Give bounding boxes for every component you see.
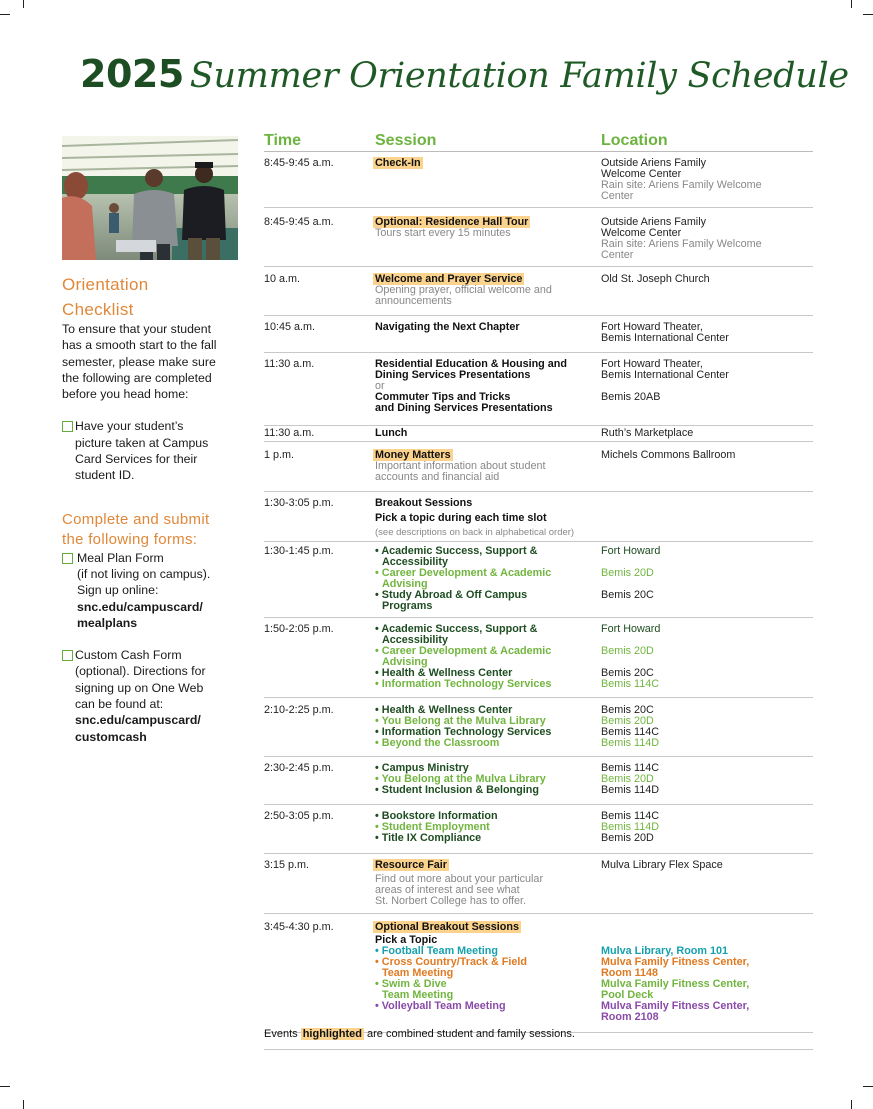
row-location	[601, 359, 813, 403]
row-location	[601, 158, 813, 202]
breakout-location: Room 2108	[601, 1011, 659, 1023]
breakout-item: • Student Inclusion & Belonging	[375, 784, 539, 796]
table-row	[264, 618, 813, 698]
breakout-location: Bemis 114C	[601, 726, 660, 738]
rain-site: Rain site: Ariens Family Welcome	[601, 238, 762, 250]
orientation-photo	[62, 136, 238, 260]
session-instruction: Pick a Topic	[375, 934, 438, 946]
breakout-item: • Academic Success, Support &	[375, 623, 538, 635]
checkbox-icon[interactable]	[62, 650, 73, 661]
title-year: 2025	[80, 52, 184, 96]
text-line: student ID.	[75, 468, 135, 483]
breakout-item: Team Meeting	[382, 967, 454, 979]
breakout-item: Accessibility	[382, 634, 449, 646]
crop-mark	[0, 1086, 10, 1087]
breakout-item: • You Belong at the Mulva Library	[375, 715, 546, 727]
session-title: Dining Services Presentations	[375, 369, 531, 381]
breakout-item: • Swim & Dive	[375, 978, 447, 990]
breakout-item: Programs	[382, 600, 433, 612]
footer-text: Events	[264, 1028, 298, 1040]
custom-cash-link[interactable]: customcash	[75, 729, 147, 744]
text-line: (optional). Directions for	[75, 664, 206, 679]
session-note: areas of interest and see what	[375, 884, 520, 896]
table-header	[264, 132, 813, 152]
text-line: can be found at:	[75, 697, 164, 712]
breakout-location: Bemis 20D	[601, 645, 654, 657]
breakout-location: Bemis 20C	[601, 667, 654, 679]
text-line: has a smooth start to the fall	[62, 338, 217, 353]
session-title-highlighted: Money Matters	[375, 449, 451, 461]
row-time: 11:30 a.m.	[264, 358, 315, 370]
row-location	[601, 763, 813, 796]
row-location	[601, 322, 813, 344]
table-row	[264, 267, 813, 316]
breakout-location: Mulva Family Fitness Center,	[601, 956, 750, 968]
row-location	[601, 705, 813, 749]
breakout-location: Bemis 20C	[601, 589, 654, 601]
breakout-location: Bemis 114C	[601, 810, 660, 822]
text-line: Sign up online:	[77, 583, 159, 598]
text-line: Welcome Center	[601, 227, 682, 239]
text-line: Bemis International Center	[601, 332, 729, 344]
table-row	[264, 426, 813, 442]
header-location: Location	[601, 132, 668, 149]
breakout-location: Bemis 114C	[601, 678, 660, 690]
breakout-item: Advising	[382, 578, 428, 590]
checklist-intro	[62, 321, 242, 402]
crop-mark	[863, 14, 873, 15]
sidebar	[62, 136, 242, 745]
schedule-table	[264, 132, 813, 1033]
footer-highlight: highlighted	[302, 1028, 362, 1040]
session-note: Find out more about your particular	[375, 873, 544, 885]
text-line: Fort Howard Theater,	[601, 358, 703, 370]
text-line: Card Services for their	[75, 452, 198, 467]
row-time: 10 a.m.	[264, 273, 301, 285]
text-line: Welcome Center	[601, 168, 682, 180]
text-line: semester, please make sure	[62, 354, 216, 369]
breakout-item: • Career Development & Academic	[375, 567, 552, 579]
forms-heading-line-2: the following forms:	[62, 530, 198, 548]
session-note: Important information about student	[375, 460, 546, 472]
breakout-item: • Academic Success, Support &	[375, 545, 538, 557]
breakout-location: Pool Deck	[601, 989, 654, 1001]
page-title	[80, 52, 849, 96]
text-line: Outside Ariens Family	[601, 157, 707, 169]
breakout-location: Bemis 20D	[601, 773, 654, 785]
breakout-item: • Title IX Compliance	[375, 832, 482, 844]
text-line: Custom Cash Form	[75, 648, 182, 663]
row-location: Mulva Library Flex Space	[601, 859, 723, 871]
breakout-location: Room 1148	[601, 967, 659, 979]
session-note: (see descriptions on back in alphabetical order)	[375, 527, 575, 538]
row-time: 2:10-2:25 p.m.	[264, 704, 334, 716]
checklist-item-meal-plan[interactable]	[62, 550, 242, 631]
session-title-highlighted: Resource Fair	[375, 859, 448, 871]
session-title: Lunch	[375, 427, 408, 439]
or-separator: or	[375, 380, 385, 392]
row-time: 8:45-9:45 a.m.	[264, 216, 334, 228]
crop-mark	[0, 14, 10, 15]
breakout-location: Bemis 114D	[601, 784, 660, 796]
row-location	[601, 811, 813, 844]
crop-mark	[23, 0, 24, 8]
breakout-location: Bemis 20C	[601, 704, 654, 716]
table-row	[264, 914, 813, 1033]
session-title: Breakout Sessions	[375, 497, 473, 509]
row-location	[601, 546, 813, 601]
breakout-location: Mulva Library, Room 101	[601, 945, 729, 957]
footer-text: are combined student and family sessions.	[367, 1028, 575, 1040]
breakout-location: Fort Howard	[601, 623, 661, 635]
session-note: Opening prayer, official welcome and	[375, 284, 552, 296]
breakout-location: Mulva Family Fitness Center,	[601, 1000, 750, 1012]
checkbox-icon[interactable]	[62, 421, 73, 432]
row-time: 2:30-2:45 p.m.	[264, 762, 334, 774]
row-location: Ruth’s Marketplace	[601, 427, 694, 439]
row-time: 1:50-2:05 p.m.	[264, 623, 334, 635]
footer-note	[264, 1028, 813, 1050]
breakout-location: Mulva Family Fitness Center,	[601, 978, 750, 990]
breakout-item: Team Meeting	[382, 989, 454, 1001]
crop-mark	[851, 1100, 852, 1109]
row-location: Old St. Joseph Church	[601, 273, 710, 285]
row-time: 11:30 a.m.	[264, 427, 315, 439]
header-session: Session	[375, 132, 437, 149]
rain-site: Center	[601, 249, 634, 261]
header-time: Time	[264, 132, 302, 149]
row-time: 8:45-9:45 a.m.	[264, 157, 334, 169]
table-row	[264, 542, 813, 618]
checklist-heading-line-1: Orientation	[62, 275, 149, 294]
session-instruction: Pick a topic during each time slot	[375, 512, 547, 524]
breakout-item: • You Belong at the Mulva Library	[375, 773, 546, 785]
row-time: 1 p.m.	[264, 449, 295, 461]
rain-site: Center	[601, 190, 634, 202]
session-note: accounts and financial aid	[375, 471, 500, 483]
row-time: 3:45-4:30 p.m.	[264, 921, 334, 933]
session-title-highlighted: Optional: Residence Hall Tour	[375, 216, 529, 228]
text-line: Bemis International Center	[601, 369, 729, 381]
session-note: announcements	[375, 295, 452, 307]
row-location	[601, 217, 813, 261]
checklist-item-photo[interactable]	[62, 418, 242, 483]
row-time: 3:15 p.m.	[264, 859, 310, 871]
breakout-item: • Cross Country/Track & Field	[375, 956, 527, 968]
text-line: Meal Plan Form	[77, 550, 164, 565]
text-line: (if not living on campus).	[77, 566, 211, 581]
breakout-item: • Campus Ministry	[375, 762, 469, 774]
breakout-item: Advising	[382, 656, 428, 668]
session-note: St. Norbert College has to offer.	[375, 895, 527, 907]
session-title: Commuter Tips and Tricks	[375, 391, 511, 403]
breakout-item: • Information Technology Services	[375, 726, 552, 738]
breakout-location: Fort Howard	[601, 545, 661, 557]
row-location	[601, 624, 813, 690]
crop-mark	[851, 0, 852, 8]
table-row	[264, 757, 813, 805]
breakout-location: Bemis 114D	[601, 737, 660, 749]
custom-cash-link[interactable]: snc.edu/campuscard/	[75, 713, 201, 728]
breakout-location: Bemis 20D	[601, 832, 654, 844]
table-row	[264, 208, 813, 267]
table-row	[264, 316, 813, 353]
session-note: Tours start every 15 minutes	[375, 227, 511, 239]
session-title-highlighted: Welcome and Prayer Service	[375, 273, 523, 285]
breakout-location: Bemis 20D	[601, 715, 654, 727]
text-line: before you head home:	[62, 387, 189, 402]
orientation-photo-illustration	[62, 136, 238, 260]
row-location: Michels Commons Ballroom	[601, 449, 736, 461]
breakout-item: • Student Employment	[375, 821, 490, 833]
forms-heading-line-1: Complete and submit	[62, 510, 210, 528]
text-line: signing up on One Web	[75, 680, 204, 695]
row-time: 1:30-1:45 p.m.	[264, 545, 334, 557]
breakout-location: Bemis 20D	[601, 567, 654, 579]
session-title: and Dining Services Presentations	[375, 402, 553, 414]
table-row	[264, 442, 813, 492]
session-title-highlighted: Optional Breakout Sessions	[375, 921, 519, 933]
breakout-item: • Career Development & Academic	[375, 645, 552, 657]
title-name: Summer Orientation Family Schedule	[189, 56, 849, 96]
session-title-highlighted: Check-In	[375, 157, 421, 169]
breakout-item: • Health & Wellness Center	[375, 667, 513, 679]
text-line: Have your student’s	[75, 419, 184, 434]
table-row	[264, 698, 813, 757]
rain-site: Rain site: Ariens Family Welcome	[601, 179, 762, 191]
breakout-item: • Health & Wellness Center	[375, 704, 513, 716]
row-location	[601, 946, 813, 1023]
breakout-item: • Information Technology Services	[375, 678, 552, 690]
session-title: Residential Education & Housing and	[375, 358, 567, 370]
table-row	[264, 152, 813, 208]
meal-plan-link[interactable]: snc.edu/campuscard/	[77, 599, 203, 614]
text-line: the following are completed	[62, 370, 212, 385]
crop-mark	[23, 1100, 24, 1109]
table-row	[264, 353, 813, 426]
row-time: 1:30-3:05 p.m.	[264, 497, 334, 509]
meal-plan-link[interactable]: mealplans	[77, 615, 138, 630]
text-line: Fort Howard Theater,	[601, 321, 703, 333]
table-row	[264, 805, 813, 854]
breakout-item: • Football Team Meeting	[375, 945, 498, 957]
table-row	[264, 492, 813, 542]
text-line: To ensure that your student	[62, 322, 212, 336]
breakout-item: Accessibility	[382, 556, 449, 568]
row-time: 2:50-3:05 p.m.	[264, 810, 334, 822]
text-line: Bemis 20AB	[601, 391, 661, 403]
text-line: Outside Ariens Family	[601, 216, 707, 228]
breakout-item: • Study Abroad & Off Campus	[375, 589, 528, 601]
breakout-item: • Bookstore Information	[375, 810, 498, 822]
breakout-item: • Beyond the Classroom	[375, 737, 500, 749]
breakout-location: Bemis 114C	[601, 762, 660, 774]
crop-mark	[863, 1086, 873, 1087]
session-title: Navigating the Next Chapter	[375, 321, 520, 333]
row-time: 10:45 a.m.	[264, 321, 316, 333]
table-row	[264, 854, 813, 914]
checklist-heading-line-2: Checklist	[62, 300, 134, 319]
checkbox-icon[interactable]	[62, 553, 73, 564]
breakout-item: • Volleyball Team Meeting	[375, 1000, 506, 1012]
breakout-location: Bemis 114D	[601, 821, 660, 833]
text-line: picture taken at Campus	[75, 435, 209, 450]
checklist-item-custom-cash[interactable]	[62, 647, 242, 745]
